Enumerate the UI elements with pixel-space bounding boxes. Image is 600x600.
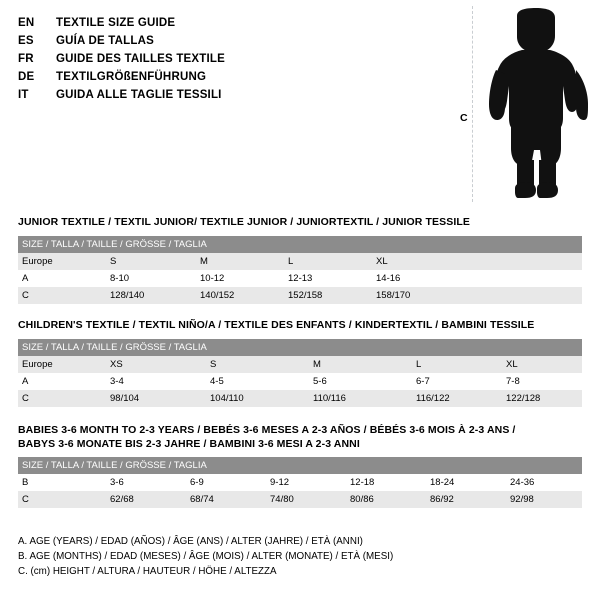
column-header: L xyxy=(414,356,504,373)
table-row xyxy=(18,474,582,491)
column-header: XL xyxy=(504,356,582,373)
row-label: A xyxy=(18,270,108,287)
section-title-junior: JUNIOR TEXTILE / TEXTIL JUNIOR/ TEXTILE JUNIOR / JUNIORTEXTIL / JUNIOR TESSILE xyxy=(18,216,470,228)
table-header-label: SIZE / TALLA / TAILLE / GRÖSSE / TAGLIA xyxy=(18,339,582,356)
table-header-label: SIZE / TALLA / TAILLE / GRÖSSE / TAGLIA xyxy=(18,236,582,253)
language-title: TEXTILE SIZE GUIDE xyxy=(56,17,176,29)
column-header: L xyxy=(286,253,374,270)
row-label: B xyxy=(18,474,108,491)
language-row xyxy=(18,50,438,68)
table-cell: 62/68 xyxy=(108,491,188,508)
table-cell: 9-12 xyxy=(268,474,348,491)
table-cell: 18-24 xyxy=(428,474,508,491)
table-cell: 6-9 xyxy=(188,474,268,491)
legend-item-b: B. AGE (MONTHS) / EDAD (MESES) / ÂGE (MOIS) / ALTER (MONATE) / ETÀ (MESI) xyxy=(18,551,394,562)
language-row xyxy=(18,14,438,32)
legend-block xyxy=(18,534,393,579)
section-title-babies-line1: BABIES 3-6 MONTH TO 2-3 YEARS / BEBÉS 3-6 MESES A 2-3 AÑOS / BÉBÉS 3-6 MOIS À 2-3 ANS / xyxy=(18,424,516,436)
table-cell: 5-6 xyxy=(311,373,414,390)
junior-size-table xyxy=(18,236,582,304)
measure-label-c: C xyxy=(460,112,468,124)
row-label: C xyxy=(18,287,108,304)
table-header-row xyxy=(18,339,582,356)
table-row xyxy=(18,253,582,270)
table-cell: 104/110 xyxy=(208,390,311,407)
legend-item-a: A. AGE (YEARS) / EDAD (AÑOS) / ÂGE (ANS) / ALTER (JAHRE) / ETÀ (ANNI) xyxy=(18,536,363,547)
table-cell: 12-13 xyxy=(286,270,374,287)
table-header-row xyxy=(18,236,582,253)
row-label: C xyxy=(18,491,108,508)
table-header-label: SIZE / TALLA / TAILLE / GRÖSSE / TAGLIA xyxy=(18,457,582,474)
table-cell: 10-12 xyxy=(198,270,286,287)
language-title: TEXTILGRÖßENFÜHRUNG xyxy=(56,71,207,83)
height-measure-line xyxy=(472,6,473,202)
row-label: A xyxy=(18,373,108,390)
language-code: IT xyxy=(18,89,29,101)
column-header: XS xyxy=(108,356,208,373)
table-cell: 8-10 xyxy=(108,270,198,287)
table-cell: 86/92 xyxy=(428,491,508,508)
language-title: GUIDE DES TAILLES TEXTILE xyxy=(56,53,225,65)
table-row xyxy=(18,287,582,304)
table-cell: 6-7 xyxy=(414,373,504,390)
table-cell: 7-8 xyxy=(504,373,582,390)
language-title: GUIDA ALLE TAGLIE TESSILI xyxy=(56,89,222,101)
table-cell: 122/128 xyxy=(504,390,582,407)
table-row xyxy=(18,491,582,508)
section-title-babies-line2: BABYS 3-6 MONATE BIS 2-3 JAHRE / BAMBINI 3-6 MESI A 2-3 ANNI xyxy=(18,438,360,450)
table-cell: 3-4 xyxy=(108,373,208,390)
row-label: Europe xyxy=(18,356,108,373)
column-header: M xyxy=(198,253,286,270)
table-row xyxy=(18,390,582,407)
language-title-block xyxy=(18,14,438,104)
table-cell: 74/80 xyxy=(268,491,348,508)
table-cell: 110/116 xyxy=(311,390,414,407)
table-cell: 12-18 xyxy=(348,474,428,491)
row-label: C xyxy=(18,390,108,407)
section-title-children: CHILDREN'S TEXTILE / TEXTIL NIÑO/A / TEXTILE DES ENFANTS / KINDERTEXTIL / BAMBINI TESSILE xyxy=(18,319,535,331)
column-header: XL xyxy=(374,253,462,270)
table-cell: 3-6 xyxy=(108,474,188,491)
language-code: ES xyxy=(18,35,34,47)
language-code: DE xyxy=(18,71,35,83)
language-code: EN xyxy=(18,17,35,29)
table-cell: 4-5 xyxy=(208,373,311,390)
language-title: GUÍA DE TALLAS xyxy=(56,35,154,47)
table-row xyxy=(18,356,582,373)
table-cell: 158/170 xyxy=(374,287,462,304)
table-cell: 68/74 xyxy=(188,491,268,508)
toddler-silhouette-icon xyxy=(484,8,588,204)
table-header-row xyxy=(18,457,582,474)
language-row xyxy=(18,86,438,104)
table-cell: 140/152 xyxy=(198,287,286,304)
language-row xyxy=(18,32,438,50)
table-row xyxy=(18,270,582,287)
column-header: S xyxy=(108,253,198,270)
column-header: M xyxy=(311,356,414,373)
language-row xyxy=(18,68,438,86)
language-code: FR xyxy=(18,53,34,65)
table-cell: 152/158 xyxy=(286,287,374,304)
table-cell: 116/122 xyxy=(414,390,504,407)
row-label: Europe xyxy=(18,253,108,270)
legend-item-c: C. (cm) HEIGHT / ALTURA / HAUTEUR / HÖHE / ALTEZZA xyxy=(18,566,277,577)
table-cell: 14-16 xyxy=(374,270,462,287)
babies-size-table xyxy=(18,457,582,508)
column-header: S xyxy=(208,356,311,373)
table-cell: 128/140 xyxy=(108,287,198,304)
table-row xyxy=(18,373,582,390)
measurement-figure xyxy=(448,6,588,206)
table-cell: 24-36 xyxy=(508,474,582,491)
table-cell: 92/98 xyxy=(508,491,582,508)
table-cell: 80/86 xyxy=(348,491,428,508)
section-title-babies xyxy=(18,423,515,451)
children-size-table xyxy=(18,339,582,407)
table-cell: 98/104 xyxy=(108,390,208,407)
